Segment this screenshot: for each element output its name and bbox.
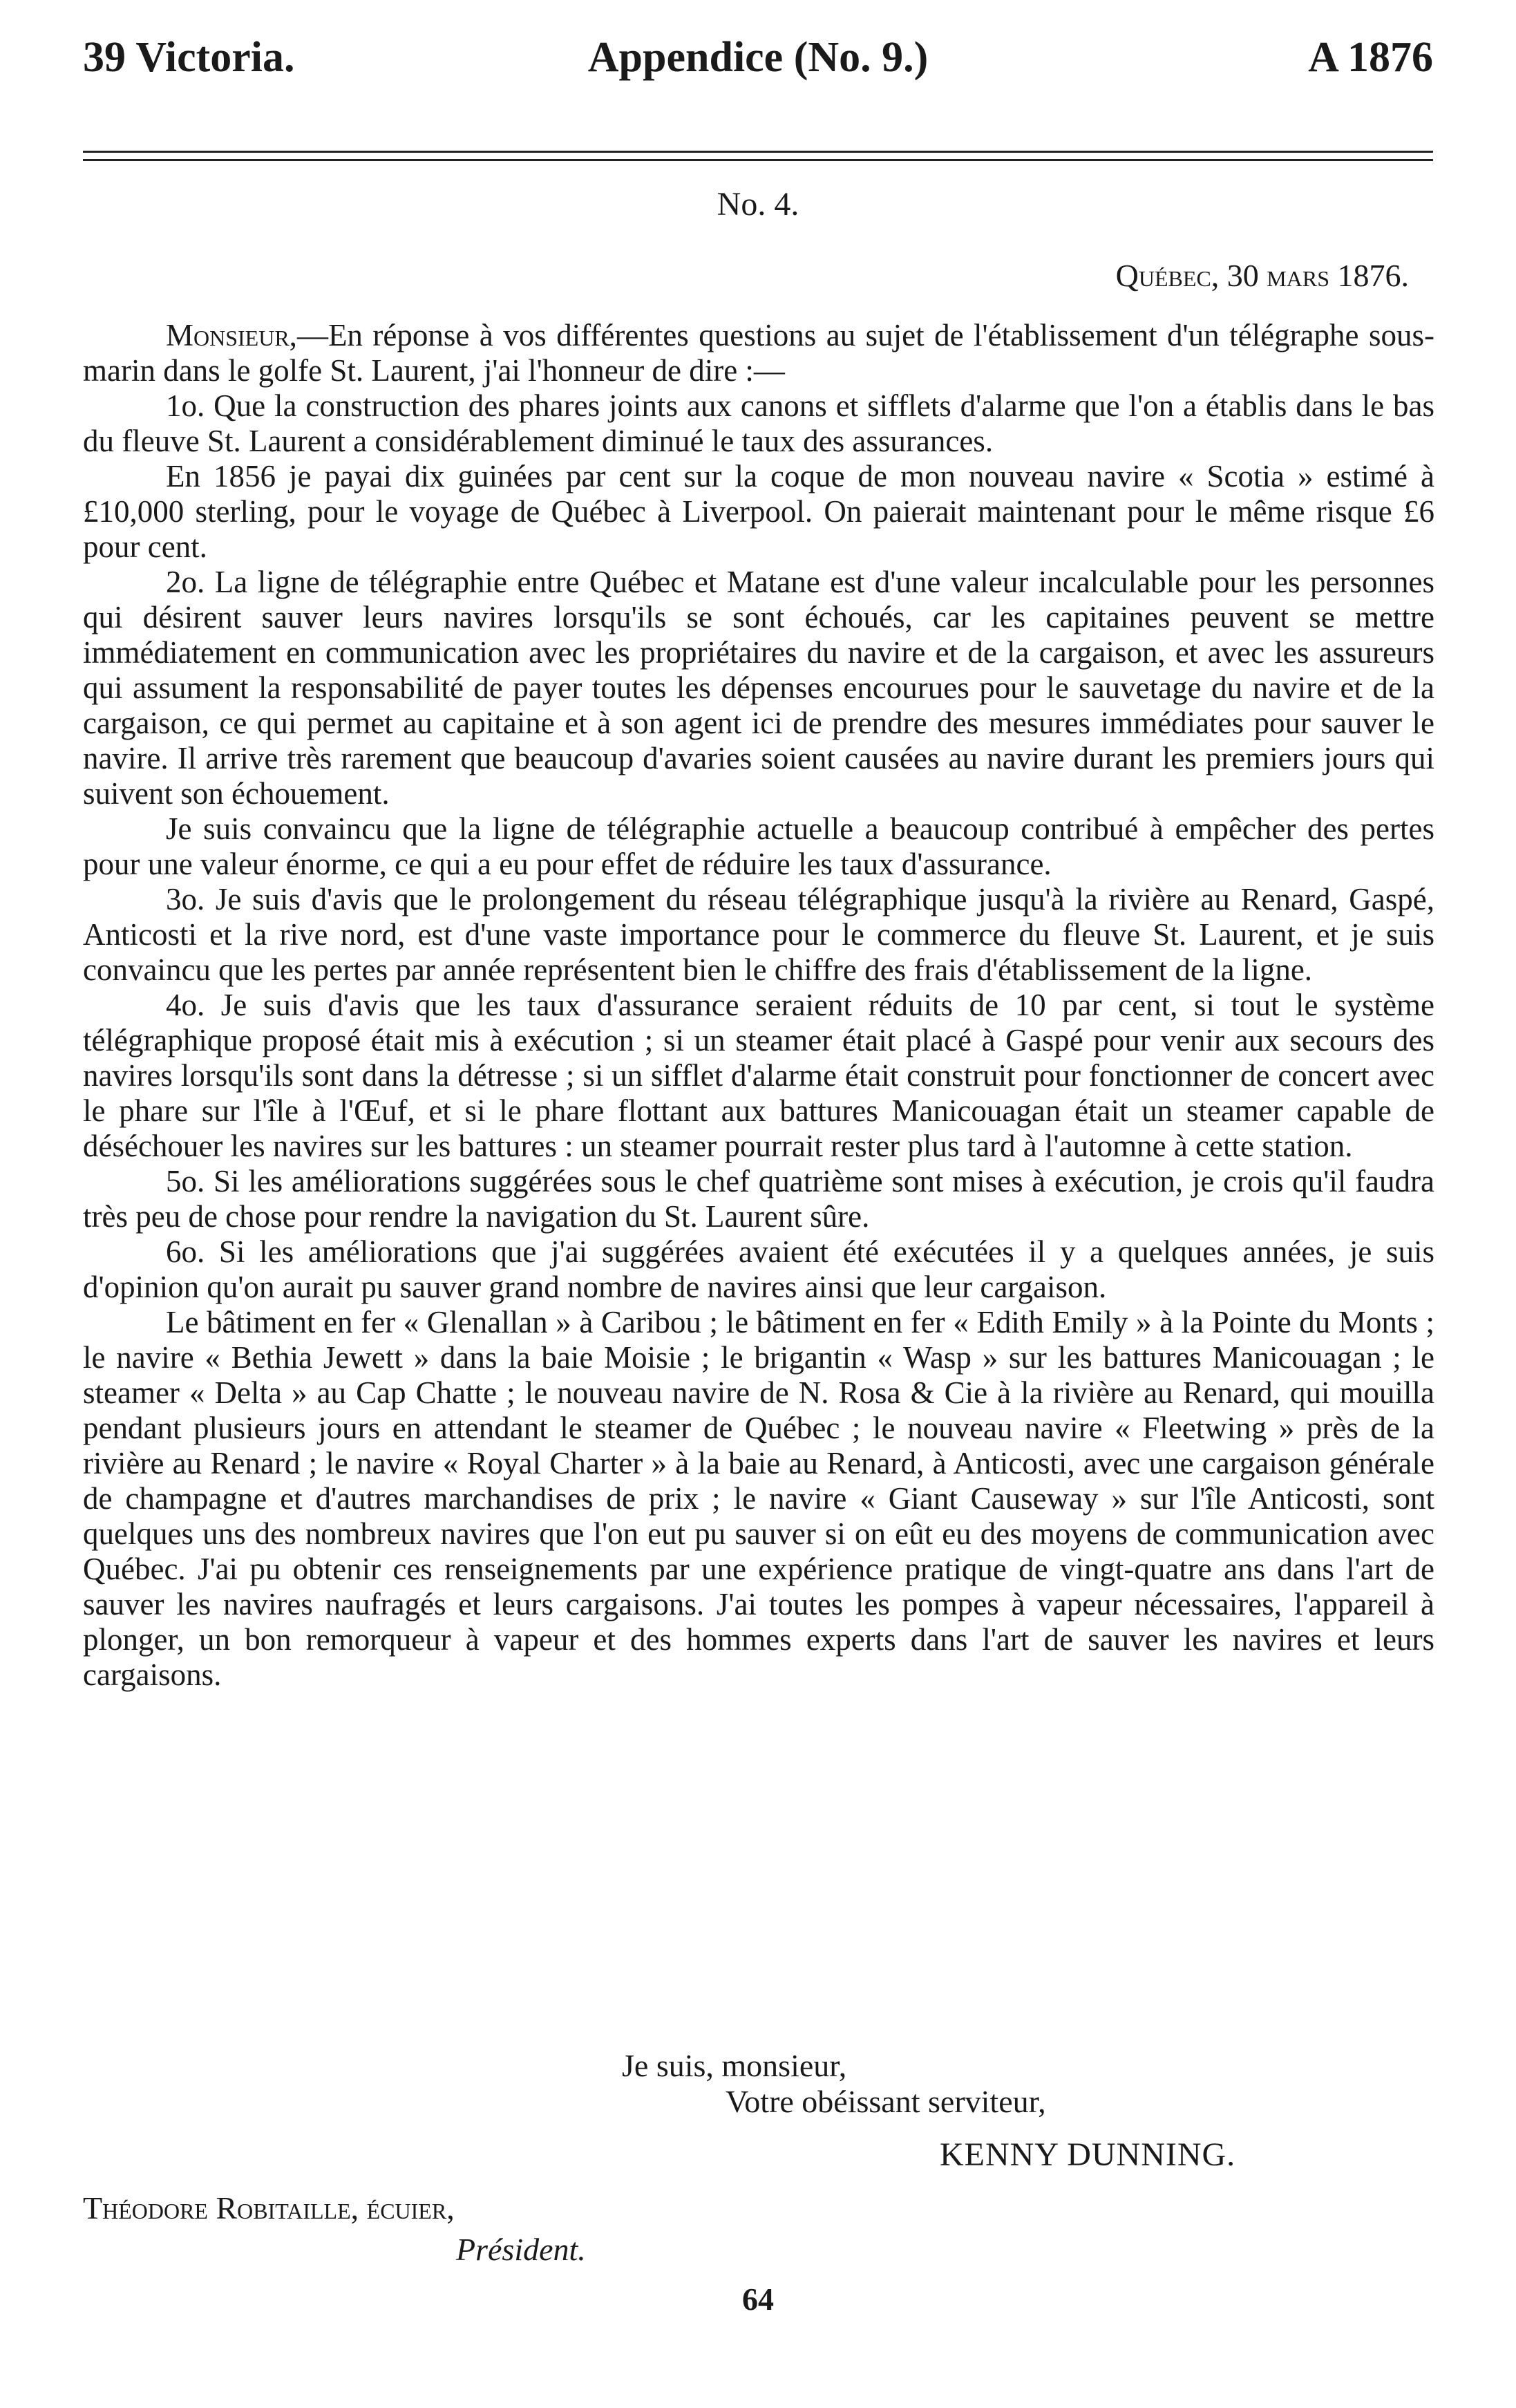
letter-paragraph: 1o. Que la construction des phares joints aux canons et sifflets d'alarme que l'on a établis dans le bas du fleuve St. Laurent a considérablement diminué le taux des assurances. — [83, 388, 1434, 458]
letter-paragraph: 3o. Je suis d'avis que le prolongement du réseau télégraphique jusqu'à la rivière au Renard, Gaspé, Anticosti et la rive nord, est d'une vaste importance pour le commerce du fleuve St. Laurent, et je suis convaincu que les pertes par année représentent bien le chiffre des frais d'établissement de la ligne. — [83, 882, 1434, 987]
page-number: 64 — [742, 2282, 774, 2317]
header-appendix: Appendice (No. 9.) — [587, 34, 929, 81]
dateline: Québec, 30 mars 1876. — [1115, 258, 1409, 293]
salutation: Monsieur, — [166, 318, 297, 352]
closing-line: Votre obéissant serviteur, — [726, 2084, 1046, 2119]
header-volume: 39 Victoria. — [83, 34, 295, 81]
letter-paragraph: Le bâtiment en fer « Glenallan » à Caribou ; le bâtiment en fer « Edith Emily » à la Pointe du Monts ; le navire « Bethia Jewett » dans la baie Moisie ; le brigantin « Wasp » sur les battures Manicouagan ; le steamer « Delta » au Cap Chatte ; le nouveau navire de N. Rosa & Cie à la rivière au Renard, qui mouilla pendant plusieurs jours en attendant le steamer de Québec ; le nouveau navire « Fleetwing » près de la rivière au Renard ; le navire « Royal Charter » à la baie au Renard, à Anticosti, avec une cargaison générale de champagne et d'autres marchandises de prix ; le navire « Giant Causeway » sur l'île Anticosti, sont quelques uns des nombreux navires que l'on eut pu sauver si on eût eu des moyens de communication avec Québec. J'ai pu obtenir ces renseignements par une expérience pratique de vingt-quatre ans dans l'art de sauver les navires naufragés et leurs cargaisons. J'ai toutes les pompes à vapeur nécessaires, l'appareil à plonger, un bon remorqueur à vapeur et des hommes experts dans l'art de sauver les navires et leurs cargaisons. — [83, 1305, 1434, 1692]
letter-paragraph: Je suis convaincu que la ligne de télégraphie actuelle a beaucoup contribué à empêcher des pertes pour une valeur énorme, ce qui a eu pour effet de réduire les taux d'assurance. — [83, 811, 1434, 881]
signature: KENNY DUNNING. — [940, 2136, 1236, 2173]
letter-paragraph: 4o. Je suis d'avis que les taux d'assurance seraient réduits de 10 par cent, si tout le système télégraphique proposé était mis à exécution ; si un steamer était placé à Gaspé pour venir aux secours des navires lorsqu'ils sont dans la détresse ; si un sifflet d'alarme était construit pour fonctionner de concert avec le phare sur l'île à l'Œuf, et si le phare flottant aux battures Manicouagan était un steamer capable de déséchouer les navires sur les battures : un steamer pourrait rester plus tard à l'automne à cette station. — [83, 988, 1434, 1163]
letter-paragraph: En 1856 je payai dix guinées par cent sur la coque de mon nouveau navire « Scotia » estimé à £10,000 sterling, pour le voyage de Québec à Liverpool. On paierait maintenant pour le même risque £6 pour cent. — [83, 459, 1434, 564]
document-number: No. 4. — [717, 186, 799, 223]
recipient-name: Théodore Robitaille, écuier, — [83, 2190, 455, 2226]
header-year: A 1876 — [1308, 34, 1433, 81]
header-rule-top — [83, 151, 1433, 153]
running-header — [83, 33, 1433, 109]
paragraph-text: —En réponse à vos différentes questions au sujet de l'établissement d'un télégraphe sous-marin dans le golfe St. Laurent, j'ai l'honneur de dire :— — [83, 318, 1434, 388]
letter-paragraph-opening — [83, 318, 1434, 388]
closing-line: Je suis, monsieur, — [622, 2048, 847, 2083]
header-rule-bottom — [83, 159, 1433, 161]
letter-paragraph: 6o. Si les améliorations que j'ai suggérées avaient été exécutées il y a quelques années, je suis d'opinion qu'on aurait pu sauver grand nombre de navires ainsi que leur cargaison. — [83, 1234, 1434, 1304]
letter-paragraph: 5o. Si les améliorations suggérées sous le chef quatrième sont mises à exécution, je crois qu'il faudra très peu de chose pour rendre la navigation du St. Laurent sûre. — [83, 1164, 1434, 1234]
letter-body — [83, 318, 1434, 1693]
recipient-title: Président. — [456, 2232, 586, 2267]
letter-paragraph: 2o. La ligne de télégraphie entre Québec et Matane est d'une valeur incalculable pour les personnes qui désirent sauver leurs navires lorsqu'ils se sont échoués, car les capitaines peuvent se mettre immédiatement en communication avec les propriétaires du navire et de la cargaison, et avec les assureurs qui assument la responsabilité de payer toutes les dépenses encourues pour le sauvetage du navire et de la cargaison, ce qui permet au capitaine et à son agent ici de prendre des mesures immédiates pour sauver le navire. Il arrive très rarement que beaucoup d'avaries soient causées au navire durant les premiers jours qui suivent son échouement. — [83, 565, 1434, 811]
